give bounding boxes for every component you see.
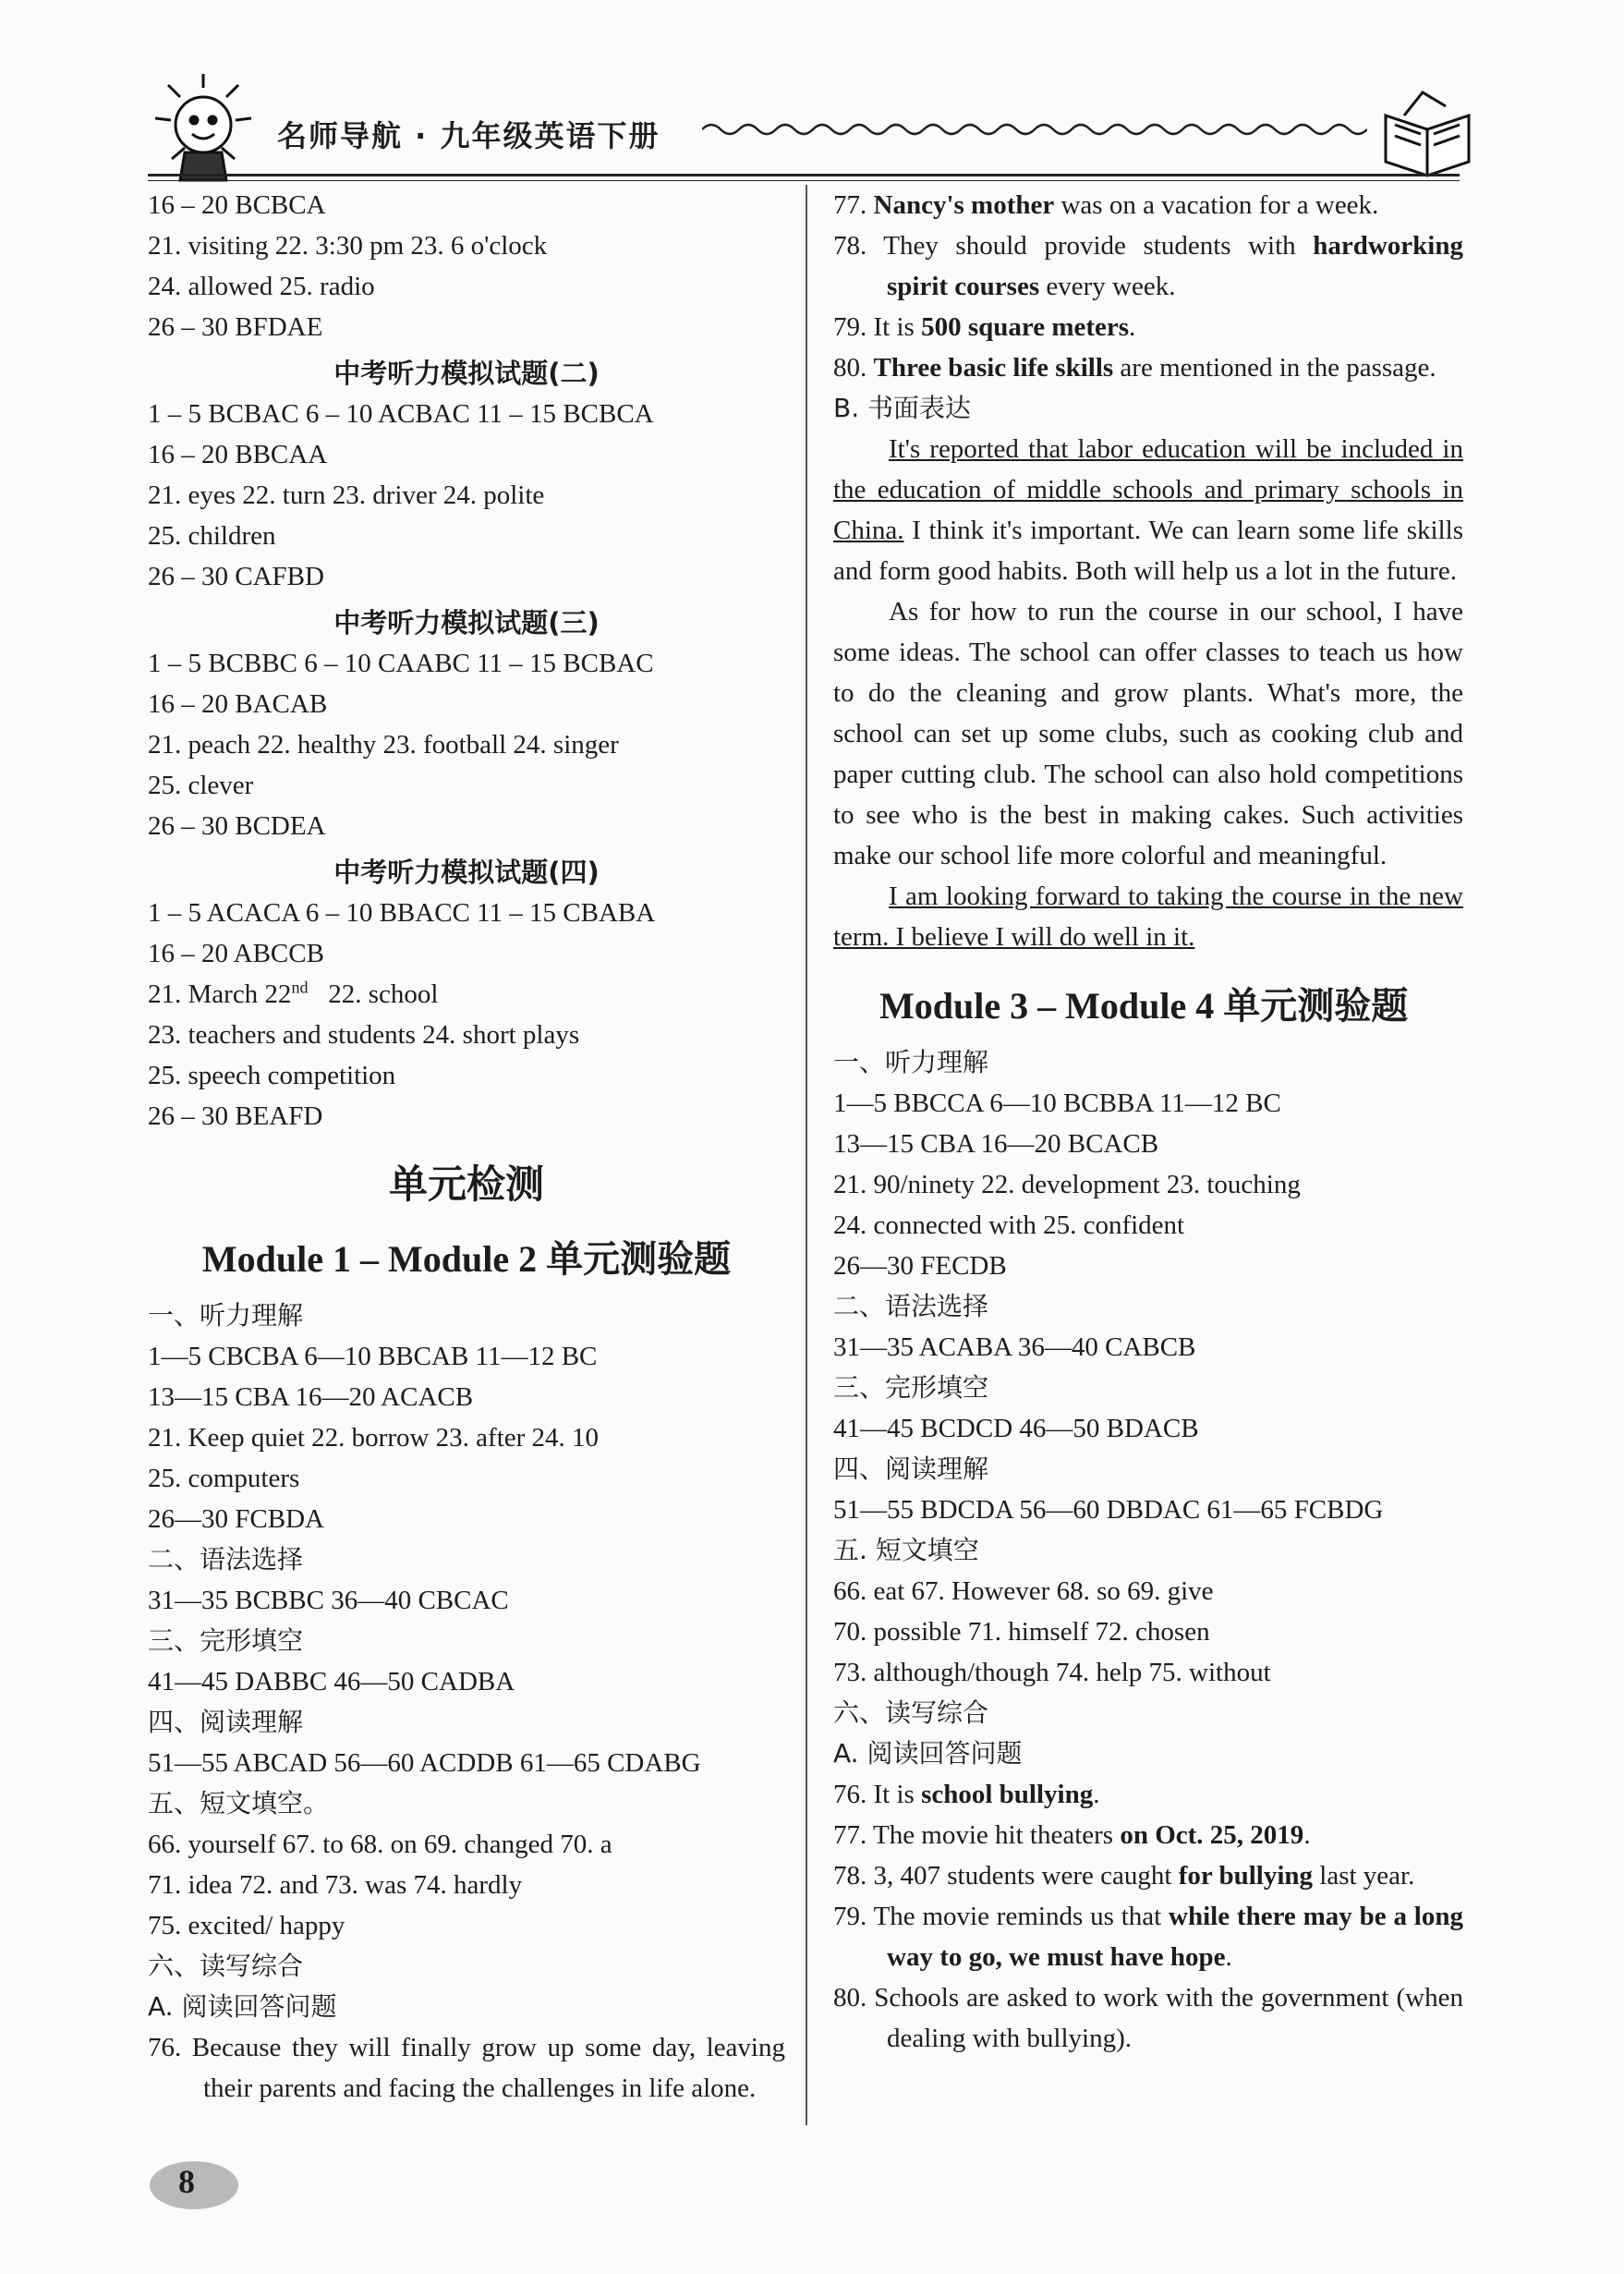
answer-line: 26—30 FECDB <box>833 1251 1007 1281</box>
open-book-icon <box>1376 88 1478 180</box>
bold-answer: school bullying <box>921 1780 1094 1809</box>
subsection-heading: B. 书面表达 <box>833 393 972 423</box>
answer-line: 75. excited/ happy <box>148 1911 345 1940</box>
answer-text: 79. It is <box>833 312 922 342</box>
answer-line: 24. allowed 25. radio <box>148 272 375 301</box>
header-rule <box>148 174 1460 176</box>
answer-text: last year. <box>1313 1861 1415 1891</box>
answer-line: 73. although/though 74. help 75. without <box>833 1658 1271 1687</box>
subsection-heading: A. 阅读回答问题 <box>833 1738 1023 1769</box>
answer-line: 25. children <box>148 521 276 551</box>
test-heading: 中考听力模拟试题(二) <box>333 358 600 389</box>
wavy-line-decoration <box>702 120 1367 139</box>
page-header <box>139 74 1478 185</box>
answer-line: 25. computers <box>148 1464 300 1493</box>
answer-77 <box>833 1815 1463 1855</box>
bold-answer: hardworking spirit courses <box>887 231 1463 301</box>
header-title: 名师导航 · 九年级英语下册 <box>277 118 661 153</box>
subsection-heading: 一、听力理解 <box>833 1047 989 1077</box>
answer-line: 1 – 5 BCBBC 6 – 10 CAABC 11 – 15 BCBAC <box>148 649 654 678</box>
essay-paragraph <box>833 429 1463 591</box>
bold-answer: Three basic life skills <box>873 353 1114 383</box>
subsection-heading: 三、完形填空 <box>833 1372 989 1403</box>
answer-line: 21. Keep quiet 22. borrow 23. after 24. 10 <box>148 1423 600 1453</box>
answer-text: 78. 3, 407 students were caught <box>833 1861 1179 1891</box>
test-heading: 中考听力模拟试题(四) <box>333 857 600 888</box>
answer-number: 77. <box>833 190 874 220</box>
answer-line: 16 – 20 BCBCA <box>148 190 326 220</box>
bold-answer: for bullying <box>1178 1861 1314 1891</box>
answer-78 <box>833 225 1463 307</box>
answer-line: 26 – 30 BEAFD <box>148 1101 323 1131</box>
answer-text: every week. <box>1039 272 1176 301</box>
essay-paragraph <box>833 876 1463 957</box>
answer-line: 41—45 BCDCD 46—50 BDACB <box>833 1414 1199 1443</box>
answer-line: 26 – 30 BCDEA <box>148 811 326 841</box>
answer-line: 23. teachers and students 24. short plays <box>148 1020 580 1050</box>
page-number: 8 <box>178 2163 195 2200</box>
answer-80 <box>833 347 1463 388</box>
subsection-heading: 二、语法选择 <box>148 1544 304 1575</box>
answer-line: 1 – 5 BCBAC 6 – 10 ACBAC 11 – 15 BCBCA <box>148 399 654 429</box>
answer-line: 1 – 5 ACACA 6 – 10 BBACC 11 – 15 CBABA <box>148 898 656 928</box>
subsection-heading: 一、听力理解 <box>148 1300 304 1331</box>
answer-line: 31—35 ACABA 36—40 CABCB <box>833 1332 1196 1362</box>
left-column <box>148 185 785 2109</box>
subsection-heading: 六、读写综合 <box>148 1951 304 1981</box>
answer-line: 51—55 ABCAD 56—60 ACDDB 61—65 CDABG <box>148 1748 701 1778</box>
answer-76 <box>833 1774 1463 1815</box>
answer-line: 25. speech competition <box>148 1061 396 1090</box>
answer-line: 21. eyes 22. turn 23. driver 24. polite <box>148 480 545 510</box>
answer-line: 21. peach 22. healthy 23. football 24. singer <box>148 730 619 760</box>
subsection-heading: 六、读写综合 <box>833 1697 989 1728</box>
answer-line: 26 – 30 BFDAE <box>148 312 323 342</box>
answer-22: 22. school <box>308 979 439 1009</box>
answer-number: 80. <box>833 353 874 383</box>
answer-77 <box>833 185 1463 225</box>
answer-text: 77. The movie hit theaters <box>833 1820 1121 1850</box>
answer-line: 16 – 20 BACAB <box>148 689 328 719</box>
answer-line: 16 – 20 ABCCB <box>148 939 324 968</box>
header-rule-thin <box>148 180 1460 181</box>
answer-80: 80. Schools are asked to work with the government (when dealing with bullying). <box>833 1983 1463 2053</box>
answer-text: . <box>1129 312 1136 342</box>
answer-line: 25. clever <box>148 771 254 800</box>
answer-line: 26—30 FCBDA <box>148 1504 324 1534</box>
module-title: Module 3 – Module 4 单元测验题 <box>879 985 1409 1027</box>
answer-line: 71. idea 72. and 73. was 74. hardly <box>148 1870 523 1900</box>
underlined-sentence: I am looking forward to taking the course in the new term. I believe I will do well in it. <box>833 882 1463 952</box>
answer-text: 76. It is <box>833 1780 922 1809</box>
column-divider <box>806 185 807 2125</box>
answer-text: . <box>1225 1942 1232 1972</box>
subsection-heading: 四、阅读理解 <box>833 1453 989 1484</box>
answer-line: 21. visiting 22. 3:30 pm 23. 6 o'clock <box>148 231 548 261</box>
essay-paragraph: As for how to run the course in our school, I have some ideas. The school can offer classes to teach us how to do the cleaning and grow plants. What's more, the school can set up some clubs, such as cooking club and paper cutting club. The school can also hold competitions to see who is the best in making cakes. Such activities make our school life more colorful and meaningful. <box>833 597 1463 870</box>
answer-line: 66. eat 67. However 68. so 69. give <box>833 1576 1214 1606</box>
answer-line: 24. connected with 25. confident <box>833 1210 1185 1240</box>
answer-line: 16 – 20 BBCAA <box>148 440 328 469</box>
answer-line: 51—55 BDCDA 56—60 DBDAC 61—65 FCBDG <box>833 1495 1384 1525</box>
section-title: 单元检测 <box>388 1161 544 1207</box>
underlined-sentence: It's reported that labor education will be included in the education of middle schools and primary schools in China. <box>833 434 1463 545</box>
answer-line: 70. possible 71. himself 72. chosen <box>833 1617 1210 1647</box>
subsection-heading: 三、完形填空 <box>148 1625 304 1656</box>
subsection-heading: A. 阅读回答问题 <box>148 1991 337 2022</box>
answer-line: 1—5 BBCCA 6—10 BCBBA 11—12 BC <box>833 1088 1281 1118</box>
ordinal-suffix: nd <box>291 978 309 997</box>
answer-line <box>148 974 785 1015</box>
answer-text: are mentioned in the passage. <box>1113 353 1436 383</box>
sun-mascot-logo-icon <box>139 74 277 185</box>
test-heading: 中考听力模拟试题(三) <box>333 607 600 638</box>
answer-line: 66. yourself 67. to 68. on 69. changed 70. a <box>148 1830 612 1859</box>
answer-text: was on a vacation for a week. <box>1054 190 1379 220</box>
subsection-heading: 五. 短文填空 <box>833 1535 979 1565</box>
module-title: Module 1 – Module 2 单元测验题 <box>201 1238 732 1280</box>
subsection-heading: 五、短文填空。 <box>148 1788 330 1818</box>
answer-line: 26 – 30 CAFBD <box>148 562 324 591</box>
answer-line: 21. 90/ninety 22. development 23. touching <box>833 1170 1301 1199</box>
answer-78 <box>833 1855 1463 1896</box>
answer-text: 79. The movie reminds us that <box>833 1902 1170 1931</box>
bold-answer: while there may be a long way to go, we must have hope <box>887 1902 1463 1972</box>
subsection-heading: 二、语法选择 <box>833 1291 989 1321</box>
answer-text: 78. They should provide students with <box>833 231 1314 261</box>
answer-line: 41—45 DABBC 46—50 CADBA <box>148 1667 515 1696</box>
bold-answer: on Oct. 25, 2019 <box>1120 1820 1304 1850</box>
answer-line: 13—15 CBA 16—20 BCACB <box>833 1129 1159 1159</box>
right-column <box>833 185 1463 2059</box>
answer-line: 1—5 CBCBA 6—10 BBCAB 11—12 BC <box>148 1342 598 1371</box>
answer-79 <box>833 307 1463 347</box>
answer-79 <box>833 1896 1463 1977</box>
essay-text: I think it's important. We can learn some life skills and form good habits. Both will help us a lot in the future. <box>833 516 1463 586</box>
answer-21: 21. March 22 <box>148 979 292 1009</box>
answer-text: . <box>1093 1780 1100 1809</box>
answer-76: 76. Because they will finally grow up some day, leaving their parents and facing the challenges in life alone. <box>148 2033 785 2103</box>
subsection-heading: 四、阅读理解 <box>148 1707 304 1737</box>
answer-line: 13—15 CBA 16—20 ACACB <box>148 1382 474 1412</box>
bold-answer: Nancy's mother <box>873 190 1055 220</box>
answer-line: 31—35 BCBBC 36—40 CBCAC <box>148 1586 509 1615</box>
bold-answer: 500 square meters <box>921 312 1130 342</box>
answer-text: . <box>1303 1820 1311 1850</box>
